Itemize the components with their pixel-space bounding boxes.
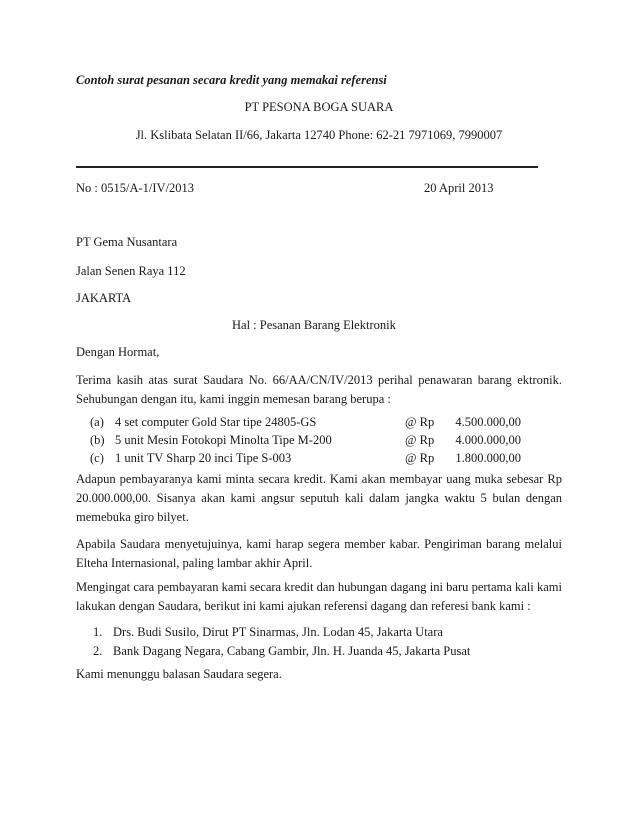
document-heading: Contoh surat pesanan secara kredit yang memakai referensi [76, 73, 387, 87]
recipient-street: Jalan Senen Raya 112 [76, 264, 186, 278]
item-letter: (c) [90, 451, 104, 465]
letterhead-divider [76, 166, 538, 168]
item-description: 4 set computer Gold Star tipe 24805-GS [115, 415, 317, 429]
reference-text: Bank Dagang Negara, Cabang Gambir, Jln. H. Juanda 45, Jakarta Pusat [113, 644, 471, 658]
item-price: 1.800.000,00 [455, 451, 521, 465]
recipient-name: PT Gema Nusantara [76, 235, 178, 249]
item-letter: (a) [90, 415, 104, 429]
paragraph-payment: Adapun pembayaranya kami minta secara kredit. Kami akan membayar uang muka sebesar Rp 20.000.000,00. Sisanya akan kami angsur seputuh kali dalam jangka waktu 5 bulan dengan memebuka giro bilyet. [76, 472, 562, 524]
item-description: 5 unit Mesin Fotokopi Minolta Tipe M-200 [115, 433, 332, 447]
paragraph-reference: Mengingat cara pembayaran kami secara kredit dan hubungan dagang ini baru pertama kali kami lakukan dengan Saudara, berikut ini kami ajukan referensi dagang dan referesi bank kami : [76, 580, 562, 613]
letterhead-address: Jl. Kslibata Selatan II/66, Jakarta 12740 Phone: 62-21 7971069, 7990007 [135, 128, 503, 142]
letter-date: 20 April 2013 [424, 181, 494, 195]
item-description: 1 unit TV Sharp 20 inci Tipe S-003 [115, 451, 292, 465]
list-item [93, 644, 553, 663]
list-item [90, 415, 560, 433]
order-items-list [90, 415, 560, 469]
list-item [90, 451, 560, 469]
reference-list [93, 625, 553, 663]
letter-number: No : 0515/A-1/IV/2013 [76, 181, 195, 195]
paragraph-delivery: Apabila Saudara menyetujuinya, kami harap segera member kabar. Pengiriman barang melalui Elteha Internasional, paling lambar akhir April. [76, 537, 562, 570]
list-item [90, 433, 560, 451]
letter-subject: Hal : Pesanan Barang Elektronik [232, 318, 396, 332]
item-price-prefix: @ Rp [405, 415, 435, 429]
salutation: Dengan Hormat, [76, 345, 160, 359]
item-price-prefix: @ Rp [405, 433, 435, 447]
recipient-city: JAKARTA [76, 291, 132, 305]
item-price: 4.500.000,00 [455, 415, 521, 429]
paragraph-intro: Terima kasih atas surat Saudara No. 66/AA/CN/IV/2013 perihal penawaran barang ektronik. Sehubungan dengan itu, kami inggin memesan barang berupa : [76, 373, 562, 406]
reference-number: 1. [93, 625, 103, 639]
item-price-prefix: @ Rp [405, 451, 435, 465]
reference-number: 2. [93, 644, 103, 658]
letterhead-company: PT PESONA BOGA SUARA [244, 100, 394, 114]
closing-line: Kami menunggu balasan Saudara segera. [76, 667, 282, 681]
list-item [93, 625, 553, 644]
item-letter: (b) [90, 433, 105, 447]
reference-text: Drs. Budi Susilo, Dirut PT Sinarmas, Jln. Lodan 45, Jakarta Utara [113, 625, 443, 639]
item-price: 4.000.000,00 [455, 433, 521, 447]
